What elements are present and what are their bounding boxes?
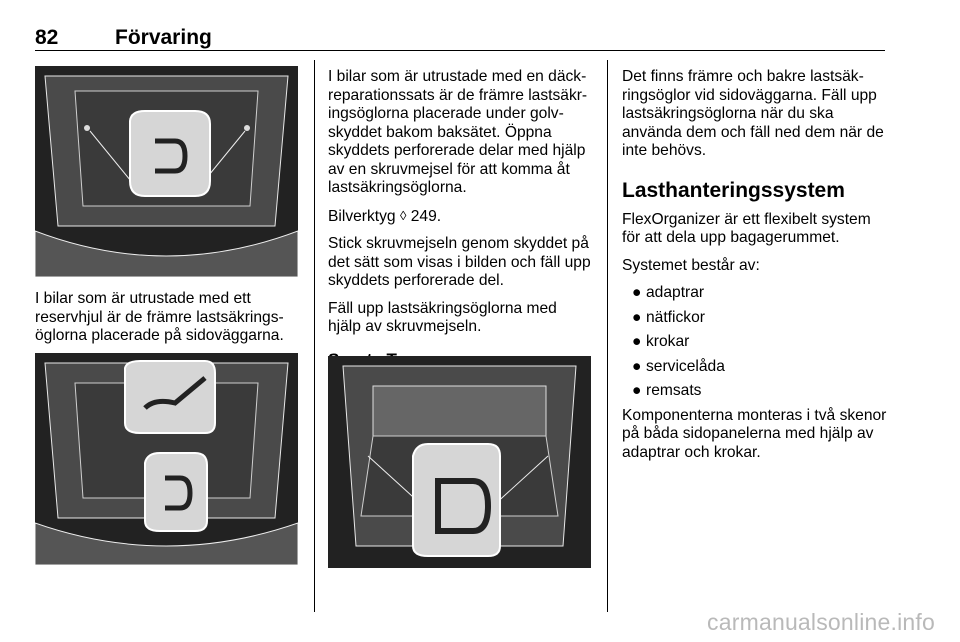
- section-heading: Lasthanteringssystem: [622, 178, 845, 202]
- header-rule: [35, 50, 885, 51]
- column-divider: [607, 60, 608, 612]
- trunk-illustration-floor-loop: [35, 66, 298, 277]
- trunk-illustration-sports-tourer: [328, 356, 591, 568]
- sports-tourer-trunk-drawing: [328, 356, 591, 568]
- page-header: [35, 26, 885, 52]
- paragraph: Fäll upp lastsäkringsöglorna med hjälp av skruvmejseln.: [328, 299, 557, 335]
- column-divider: [314, 60, 315, 612]
- list-item-text: krokar: [646, 333, 690, 350]
- bullet-icon: ●: [632, 357, 642, 375]
- chapter-title: Förvaring: [115, 26, 212, 49]
- bullet-icon: ●: [632, 382, 642, 399]
- paragraph: Stick skruvmejseln genom skyddet på det sätt som visas i bilden och fäll upp skyddets perforerade del.: [328, 235, 591, 289]
- bullet-icon: ●: [632, 284, 642, 301]
- watermark: carmanualsonline.info: [707, 609, 935, 635]
- trunk-illustration-screwdriver: [35, 353, 298, 565]
- column-2-text: [328, 68, 592, 369]
- paragraph: Komponenterna monteras i två skenor på båda sidopanelerna med hjälp av adaptrar och krokar.: [622, 406, 887, 461]
- list-item-text: nätfickor: [646, 308, 705, 326]
- list-item-text: adaptrar: [646, 284, 705, 301]
- list-item-text: servicelåda: [646, 357, 725, 375]
- paragraph: I bilar som är utrustade med en däck-reparationssats är de främre lastsäkr-ingsöglorna placerade under golv-skyddet bakom baksätet. Öppna skyddets perforerade delar med hjälp av en skruvmejsel för att komma åt lastsäkringsöglorna.: [328, 68, 588, 196]
- column-3-text: [622, 68, 888, 471]
- list-item: [622, 309, 888, 328]
- column-1-text: [35, 290, 297, 355]
- component-list: [622, 284, 888, 401]
- trunk-floor-loop-drawing: [35, 66, 298, 277]
- paragraph: Det finns främre och bakre lastsäk-ringsöglor vid sidoväggarna. Fäll upp lastsäkringsöglorna när du ska använda dem och fäll ned dem när de inte behövs.: [622, 68, 884, 159]
- tool-reference: [328, 207, 592, 227]
- list-item: [622, 382, 888, 401]
- list-item: [622, 333, 888, 352]
- page-reference-arrow-icon: ◊: [399, 207, 407, 223]
- trunk-screwdriver-drawing: [35, 353, 298, 565]
- paragraph: FlexOrganizer är ett flexibelt system för att dela upp bagagerummet.: [622, 210, 871, 246]
- bullet-icon: ●: [632, 333, 642, 350]
- list-item: [622, 284, 888, 303]
- paragraph: I bilar som är utrustade med ett reservhjul är de främre lastsäkrings-öglorna placerade på sidoväggarna.: [35, 290, 284, 344]
- list-item-text: remsats: [646, 382, 702, 399]
- tool-reference-label: Bilverktyg: [328, 207, 396, 225]
- page-number: 82: [35, 26, 59, 49]
- bullet-icon: ●: [632, 308, 642, 326]
- paragraph: Systemet består av:: [622, 256, 760, 274]
- list-item: [622, 358, 888, 377]
- tool-reference-page[interactable]: 249.: [410, 207, 442, 225]
